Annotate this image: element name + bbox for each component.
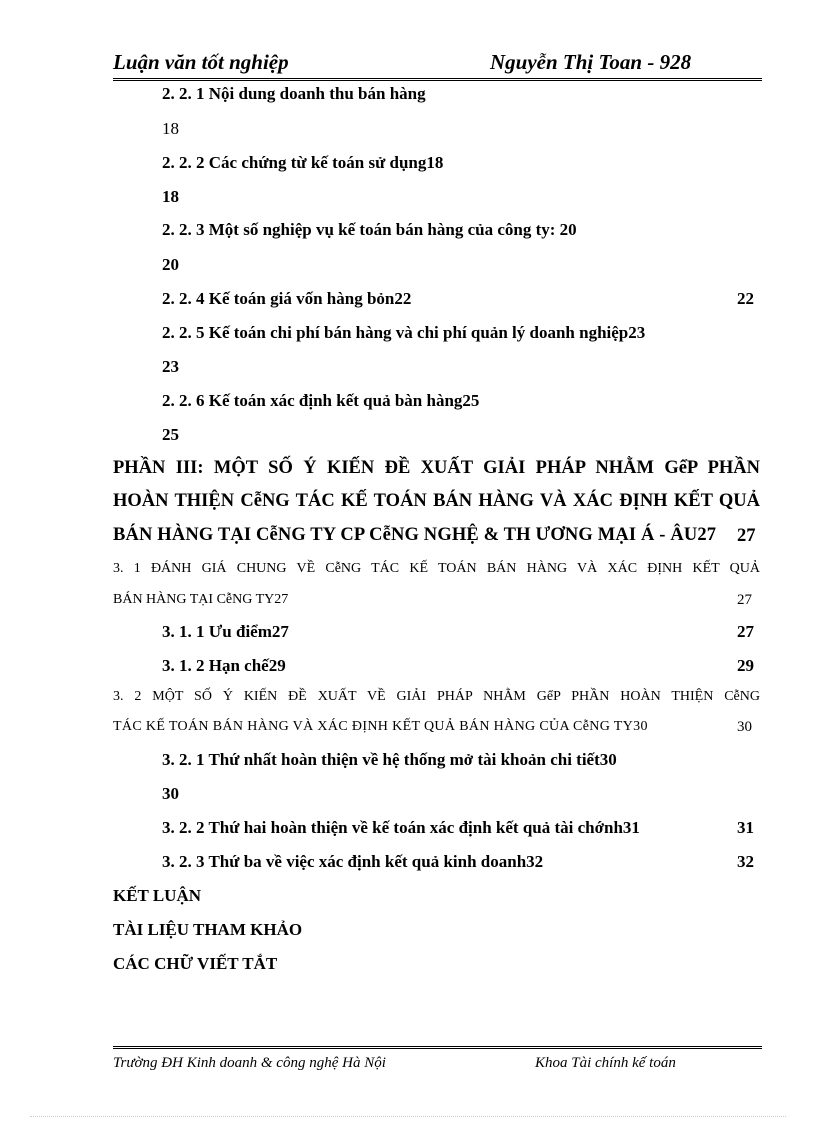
toc-page-part-3: 27	[737, 526, 756, 546]
toc-page-2-2-4: 22	[737, 289, 754, 308]
toc-page-3-2-3: 32	[737, 852, 754, 871]
toc-page-3-2-1: 30	[162, 784, 179, 803]
toc-references[interactable]: TÀI LIỆU THAM KHẢO	[113, 920, 303, 939]
toc-entry-3-1-line-2[interactable]: BÁN HÀNG TẠI CễNG TY27	[113, 592, 289, 607]
header-thesis-label: Luận văn tốt nghiệp	[113, 50, 289, 74]
toc-page-3-1-2: 29	[737, 656, 754, 675]
footer-divider	[113, 1046, 762, 1049]
toc-entry-3-1-line-1[interactable]: 3. 1 ĐÁNH GIÁ CHUNG VỀ CễNG TÁC KẾ TOÁN BÁN HÀNG VÀ XÁC ĐỊNH KẾT QUẢ	[113, 561, 760, 576]
toc-entry-3-2-3[interactable]: 3. 2. 3 Thứ ba về việc xác định kết quả kinh doanh32	[162, 852, 544, 871]
toc-conclusion[interactable]: KẾT LUẬN	[113, 886, 202, 905]
toc-entry-3-2-1[interactable]: 3. 2. 1 Thứ nhất hoàn thiện về hệ thống mở tài khoản chi tiết30	[162, 750, 617, 769]
toc-entry-2-2-5[interactable]: 2. 2. 5 Kế toán chi phí bán hàng và chi phí quản lý doanh nghiệp23	[162, 323, 646, 342]
toc-entry-3-1-2[interactable]: 3. 1. 2 Hạn chế29	[162, 656, 286, 675]
toc-entry-3-2-line-1[interactable]: 3. 2 MỘT SỐ Ý KIẾN ĐỀ XUẤT VỀ GIẢI PHÁP NHẰM GểP PHẦN HOÀN THIỆN CễNG	[113, 689, 760, 704]
page-bottom-border	[30, 1116, 786, 1117]
toc-page-2-2-1: 18	[162, 119, 179, 138]
toc-entry-2-2-3[interactable]: 2. 2. 3 Một số nghiệp vụ kế toán bán hàng của công ty: 20	[162, 220, 577, 239]
toc-entry-3-2-line-2[interactable]: TÁC KẾ TOÁN BÁN HÀNG VÀ XÁC ĐỊNH KẾT QUẢ BÁN HÀNG CỦA CễNG TY30	[113, 719, 648, 734]
toc-part-3-line-1[interactable]: PHẦN III: MỘT SỐ Ý KIẾN ĐỀ XUẤT GIẢI PHÁP NHẰM GểP PHẦN	[113, 458, 760, 478]
header-author: Nguyễn Thị Toan - 928	[490, 50, 692, 74]
toc-page-3-2-2: 31	[737, 818, 754, 837]
toc-page-2-2-2: 18	[162, 187, 179, 206]
footer-school: Trường ĐH Kinh doanh & công nghệ Hà Nội	[113, 1055, 386, 1071]
toc-page-3-2: 30	[737, 719, 752, 735]
toc-part-3-line-2[interactable]: HOÀN THIỆN CễNG TÁC KẾ TOÁN BÁN HÀNG VÀ XÁC ĐỊNH KẾT QUẢ	[113, 491, 760, 511]
toc-part-3-line-3[interactable]: BÁN HÀNG TẠI CễNG TY CP CễNG NGHỆ & TH ƯƠNG MẠI Á - ÂU27	[113, 525, 717, 545]
header-divider	[113, 78, 762, 81]
toc-page-2-2-6: 25	[162, 425, 179, 444]
footer-faculty: Khoa Tài chính kế toán	[535, 1055, 676, 1071]
toc-entry-2-2-2[interactable]: 2. 2. 2 Các chứng từ kế toán sử dụng18	[162, 153, 444, 172]
toc-entry-2-2-1[interactable]: 2. 2. 1 Nội dung doanh thu bán hàng	[162, 84, 426, 103]
toc-page-3-1: 27	[737, 592, 752, 608]
toc-abbreviations[interactable]: CÁC CHỮ VIẾT TẮT	[113, 954, 278, 973]
toc-page-2-2-5: 23	[162, 357, 179, 376]
toc-entry-2-2-6[interactable]: 2. 2. 6 Kế toán xác định kết quả bàn hàng25	[162, 391, 480, 410]
toc-page-2-2-3: 20	[162, 255, 179, 274]
toc-entry-3-1-1[interactable]: 3. 1. 1 Ưu điểm27	[162, 622, 289, 641]
toc-page-3-1-1: 27	[737, 622, 754, 641]
toc-entry-3-2-2[interactable]: 3. 2. 2 Thứ hai hoàn thiện về kế toán xác định kết quả tài chớnh31	[162, 818, 640, 837]
toc-entry-2-2-4[interactable]: 2. 2. 4 Kế toán giá vốn hàng bỏn22	[162, 289, 412, 308]
